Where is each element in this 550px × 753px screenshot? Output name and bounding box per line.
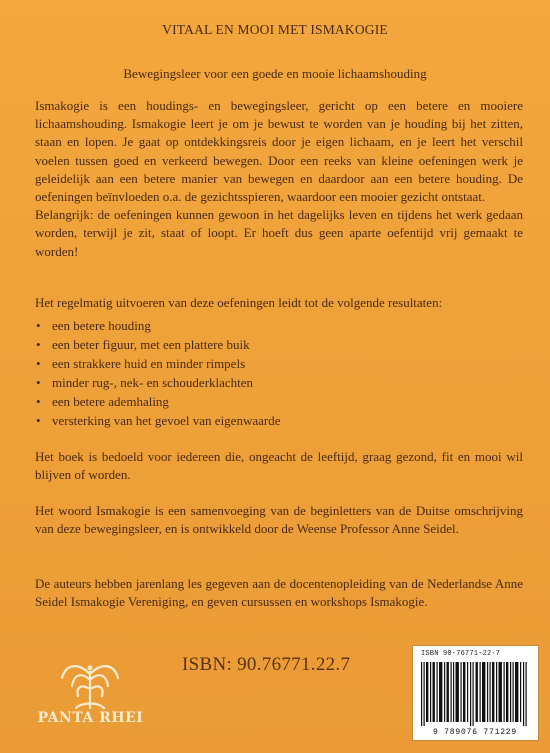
results-intro: Het regelmatig uitvoeren van deze oefeningen leidt tot de volgende resultaten: — [35, 295, 443, 310]
intro-paragraph — [35, 97, 523, 261]
fountain-logo-icon — [28, 658, 153, 710]
authors-paragraph: De auteurs hebben jarenlang les gegeven aan de docentenopleiding van de Nederlandse Anne Seidel Ismakogie Vereniging, en geven cursussen en workshops Ismakogie. — [35, 576, 523, 610]
list-item: • minder rug-, nek- en schouderklachten — [36, 375, 254, 390]
book-subtitle: Bewegingsleer voor een goede en mooie lichaamshouding — [123, 66, 427, 81]
list-item: • een beter figuur, met een plattere buik — [36, 337, 250, 352]
bullet-icon: • — [36, 375, 41, 390]
barcode-isbn: ISBN 90-76771-22-7 — [421, 650, 501, 658]
bullet-icon: • — [36, 413, 41, 428]
publisher-logo — [28, 658, 153, 736]
list-item: • versterking van het gevoel van eigenwaarde — [36, 413, 281, 428]
list-item: • een strakkere huid en minder rimpels — [36, 356, 246, 371]
results-list — [36, 316, 506, 430]
list-item: • een betere ademhaling — [36, 394, 169, 409]
barcode-digits: 9 789076 771229 — [432, 728, 517, 737]
barcode — [412, 645, 539, 741]
audience-paragraph: Het boek is bedoeld voor iedereen die, ongeacht de leeftijd, graag gezond, fit en mooi wil blijven of worden. — [35, 449, 523, 483]
intro-text: Ismakogie is een houdings- en bewegingsleer, gericht op een betere en mooiere lichaamshouding. Ismakogie leert je om je bewust te worden van je houding bij het zitten, staan en lopen. Je gaat op ontdekkingsreis door je eigen lichaam, en je leert het verschil voelen tussen goed en verkeerd bewegen. Door een reeks van kleine oefeningen werk je geleidelijk aan een betere manier van bewegen en daardoor aan een betere houding. De oefeningen beïnvloeden o.a. de gezichtsspieren, waardoor een mooier gezicht ontstaat. — [35, 98, 523, 205]
bullet-icon: • — [36, 356, 41, 371]
bullet-icon: • — [36, 318, 41, 333]
origin-paragraph: Het woord Ismakogie is een samenvoeging van de beginletters van de Duitse omschrijving van deze bewegingsleer, en is ontwikkeld door de Weense Professor Anne Seidel. — [35, 503, 523, 537]
bullet-icon: • — [36, 337, 41, 352]
publisher-name: PANTA RHEI — [37, 710, 144, 726]
book-title: VITAAL EN MOOI MET ISMAKOGIE — [162, 22, 388, 37]
barcode-bars-icon — [419, 662, 532, 726]
isbn-label: ISBN: 90.76771.22.7 — [182, 654, 351, 675]
important-note: Belangrijk: de oefeningen kunnen gewoon in het dagelijks leven en tijdens het werk gedaan worden, terwijl je zit, staat of loopt. Er hoeft dus geen aparte oefentijd vrij gemaakt te worden! — [35, 207, 523, 259]
bullet-icon: • — [36, 394, 41, 409]
list-item: • een betere houding — [36, 318, 151, 333]
